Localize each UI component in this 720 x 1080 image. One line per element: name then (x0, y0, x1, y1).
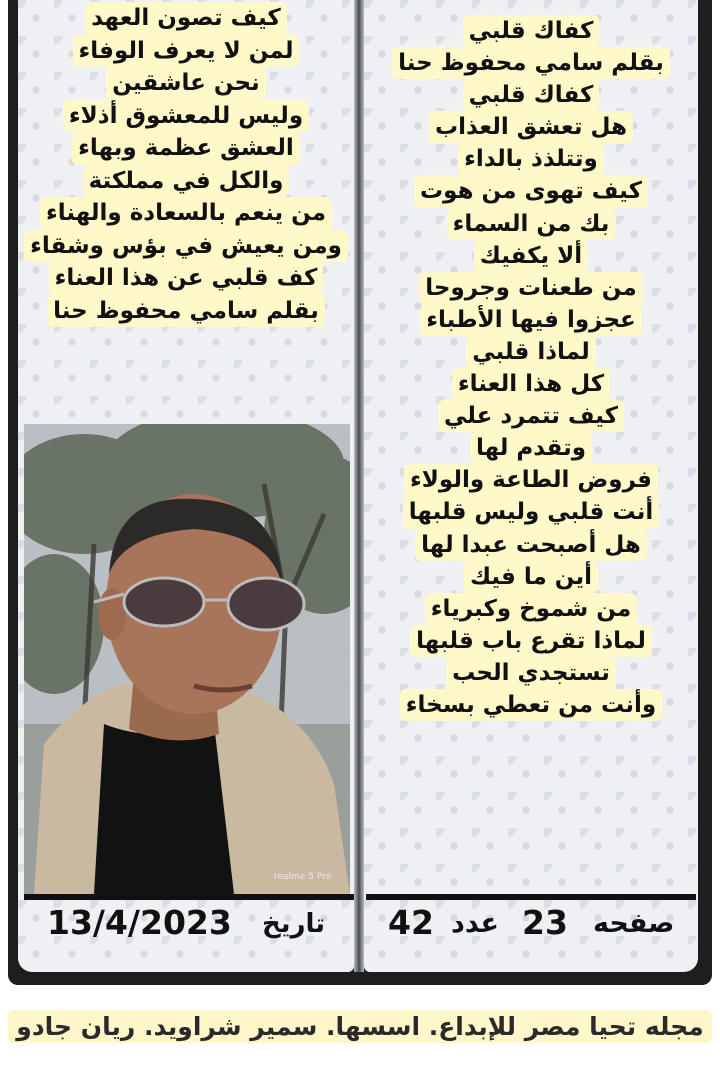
left-poem-line: ومن يعيش في بؤس وشقاء (24, 230, 348, 263)
right-poem-line: كل هذا العناء (452, 368, 610, 400)
right-poem-line: كيف تتمرد علي (438, 400, 624, 432)
right-poem-line: وأنت من تعطي بسخاء (400, 689, 662, 721)
right-poem-line: أنت قلبي وليس قلبها (403, 496, 660, 528)
right-poem-line: عجزوا فيها الأطباء (420, 304, 642, 336)
right-poem-line: بقلم سامي محفوظ حنا (392, 47, 670, 79)
right-poem-line: وتقدم لها (470, 432, 592, 464)
photo-watermark: realme 5 Pro (274, 872, 332, 882)
left-poem (18, 2, 354, 327)
author-photo (24, 424, 350, 894)
right-poem-line: كيف تهوى من هوت (414, 175, 648, 207)
right-poem-line: هل تعشق العذاب (429, 111, 633, 143)
right-poem-line: بك من السماء (447, 208, 616, 240)
right-poem-line: لماذا قلبي (466, 336, 596, 368)
issue-label: عدد (451, 908, 499, 939)
left-poem-line: نحن عاشقين (106, 67, 266, 100)
left-poem-line: وليس للمعشوق أذلاء (63, 100, 309, 133)
left-poem-line: العشق عظمة وبهاء (72, 132, 300, 165)
date-label: تاريخ (262, 909, 325, 939)
right-poem-line: من طعنات وجروحا (419, 272, 642, 304)
caption-text: مجله تحيا مصر للإبداع. اسسها. سمير شراويد. ريان جادو (8, 1010, 711, 1043)
date-value: 13/4/2023 (47, 903, 232, 942)
left-poem-line: والكل في مملكتة (83, 165, 290, 198)
right-footer-rule (366, 894, 696, 900)
right-poem-line: تستجدي الحب (446, 657, 616, 689)
magazine-caption (0, 1012, 720, 1041)
right-poem-line: ألا يكفيك (474, 240, 588, 272)
right-poem-line: من شموخ وكبرياء (425, 593, 637, 625)
book-spine (354, 0, 364, 972)
right-poem-line: فروض الطاعة والولاء (404, 464, 658, 496)
right-poem-line: وتتلذذ بالداء (458, 143, 604, 175)
right-poem (364, 15, 698, 890)
page-label: صفحه (593, 908, 675, 939)
right-poem-line: هل أصبحت عبدا لها (415, 529, 647, 561)
right-poem-line: كفاك قلبي (463, 15, 600, 47)
left-poem-line: من ينعم بالسعادة والهناء (40, 197, 332, 230)
right-poem-line: أين ما فيك (464, 561, 598, 593)
right-poem-line: كفاك قلبي (463, 79, 600, 111)
left-poem-line: كف قلبي عن هذا العناء (49, 262, 324, 295)
issue-value: 42 (388, 903, 434, 942)
left-footer-rule (24, 894, 354, 900)
left-poem-line: لمن لا يعرف الوفاء (73, 35, 300, 68)
page-value: 23 (522, 903, 568, 942)
right-poem-line: لماذا تقرع باب قلبها (410, 625, 652, 657)
left-poem-line: كيف تصون العهد (85, 2, 287, 35)
left-poem-line: بقلم سامي محفوظ حنا (47, 295, 325, 328)
